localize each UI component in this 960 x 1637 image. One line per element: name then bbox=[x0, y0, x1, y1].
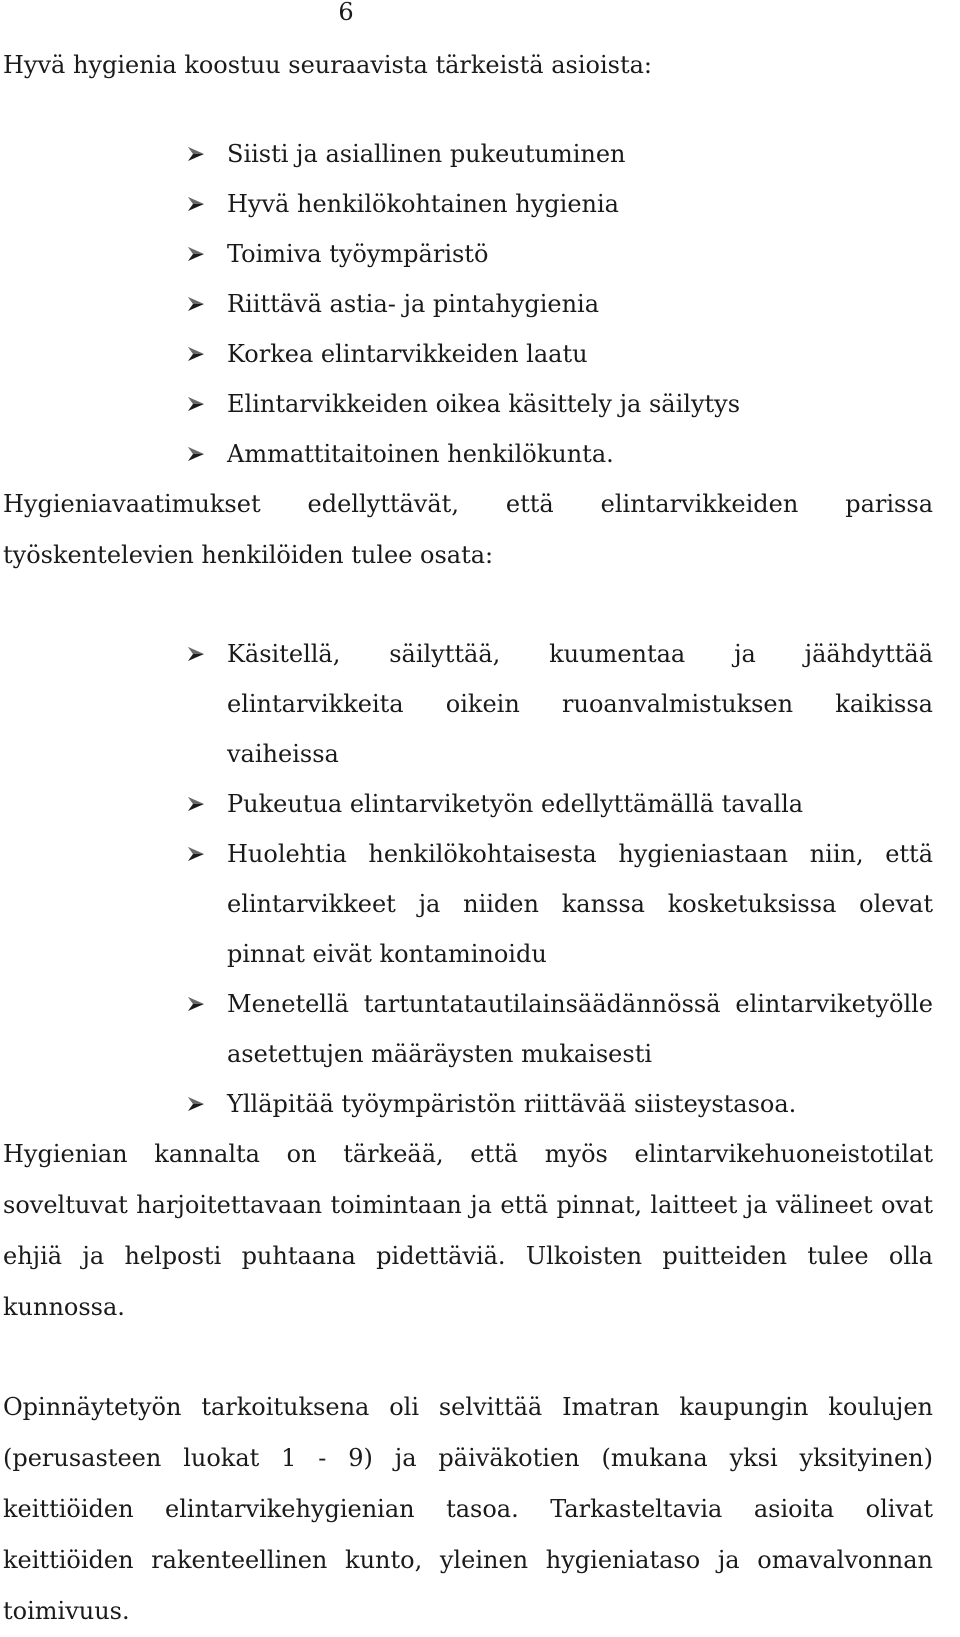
list-item bbox=[187, 979, 933, 1079]
document-body bbox=[3, 40, 933, 1637]
arrowhead-bullet-icon bbox=[187, 329, 209, 379]
list-item-text: Ammattitaitoinen henkilökunta. bbox=[227, 440, 614, 468]
list-item bbox=[187, 279, 933, 329]
list-item bbox=[187, 329, 933, 379]
list-item-text: Korkea elintarvikkeiden laatu bbox=[227, 340, 588, 368]
list-item bbox=[187, 1079, 933, 1129]
arrowhead-bullet-icon bbox=[187, 229, 209, 279]
list-item-text: Käsitellä, säilyttää, kuumentaa ja jäähdyttää elintarvikkeita oikein ruoanvalmistuksen kaikissa vaiheissa bbox=[227, 640, 933, 768]
list-item bbox=[187, 829, 933, 979]
hygiene-factors-list bbox=[3, 129, 933, 479]
list-item bbox=[187, 629, 933, 779]
arrowhead-bullet-icon bbox=[187, 1079, 209, 1129]
list-item bbox=[187, 129, 933, 179]
arrowhead-bullet-icon bbox=[187, 279, 209, 329]
requirements-paragraph: Hygieniavaatimukset edellyttävät, että elintarvikkeiden parissa työskentelevien henkilöiden tulee osata: bbox=[3, 490, 933, 569]
arrowhead-bullet-icon bbox=[187, 979, 209, 1029]
list-item-text: Toimiva työympäristö bbox=[227, 240, 489, 268]
list-item-text: Elintarvikkeiden oikea käsittely ja säilytys bbox=[227, 390, 741, 418]
required-skills-list bbox=[3, 629, 933, 1129]
list-item bbox=[187, 179, 933, 229]
arrowhead-bullet-icon bbox=[187, 179, 209, 229]
thesis-purpose-paragraph: Opinnäytetyön tarkoituksena oli selvittää Imatran kaupungin koulujen (perusasteen luokat 1 - 9) ja päiväkotien (mukana yksi yksityinen) keittiöiden elintarvikehygienian tasoa. Tarkasteltavia asioita olivat keittiöiden rakenteellinen kunto, yleinen hygieniataso ja omavalvonnan toimivuus. bbox=[3, 1393, 933, 1625]
arrowhead-bullet-icon bbox=[187, 429, 209, 479]
list-item-text: Huolehtia henkilökohtaisesta hygieniastaan niin, että elintarvikkeet ja niiden kanssa kosketuksissa olevat pinnat eivät kontaminoidu bbox=[227, 840, 933, 968]
list-item-text: Hyvä henkilökohtainen hygienia bbox=[227, 190, 619, 218]
list-item-text: Pukeutua elintarviketyön edellyttämällä tavalla bbox=[227, 790, 804, 818]
list-item-text: Ylläpitää työympäristön riittävää siisteystasoa. bbox=[227, 1090, 797, 1118]
list-item bbox=[187, 379, 933, 429]
facilities-paragraph: Hygienian kannalta on tärkeää, että myös elintarvikehuoneistotilat soveltuvat harjoitettavaan toimintaan ja että pinnat, laitteet ja välineet ovat ehjiä ja helposti puhtaana pidettäviä. Ulkoisten puitteiden tulee olla kunnossa. bbox=[3, 1140, 933, 1321]
arrowhead-bullet-icon bbox=[187, 379, 209, 429]
arrowhead-bullet-icon bbox=[187, 629, 209, 679]
arrowhead-bullet-icon bbox=[187, 129, 209, 179]
list-item bbox=[187, 229, 933, 279]
list-item-text: Menetellä tartuntatautilainsäädännössä elintarviketyölle asetettujen määräysten mukaisesti bbox=[227, 990, 933, 1068]
arrowhead-bullet-icon bbox=[187, 779, 209, 829]
list-item-text: Riittävä astia- ja pintahygienia bbox=[227, 290, 600, 318]
intro-paragraph: Hyvä hygienia koostuu seuraavista tärkeistä asioista: bbox=[3, 51, 652, 79]
list-item-text: Siisti ja asiallinen pukeutuminen bbox=[227, 140, 626, 168]
arrowhead-bullet-icon bbox=[187, 829, 209, 879]
list-item bbox=[187, 779, 933, 829]
page-number: 6 bbox=[338, 0, 354, 26]
list-item bbox=[187, 429, 933, 479]
